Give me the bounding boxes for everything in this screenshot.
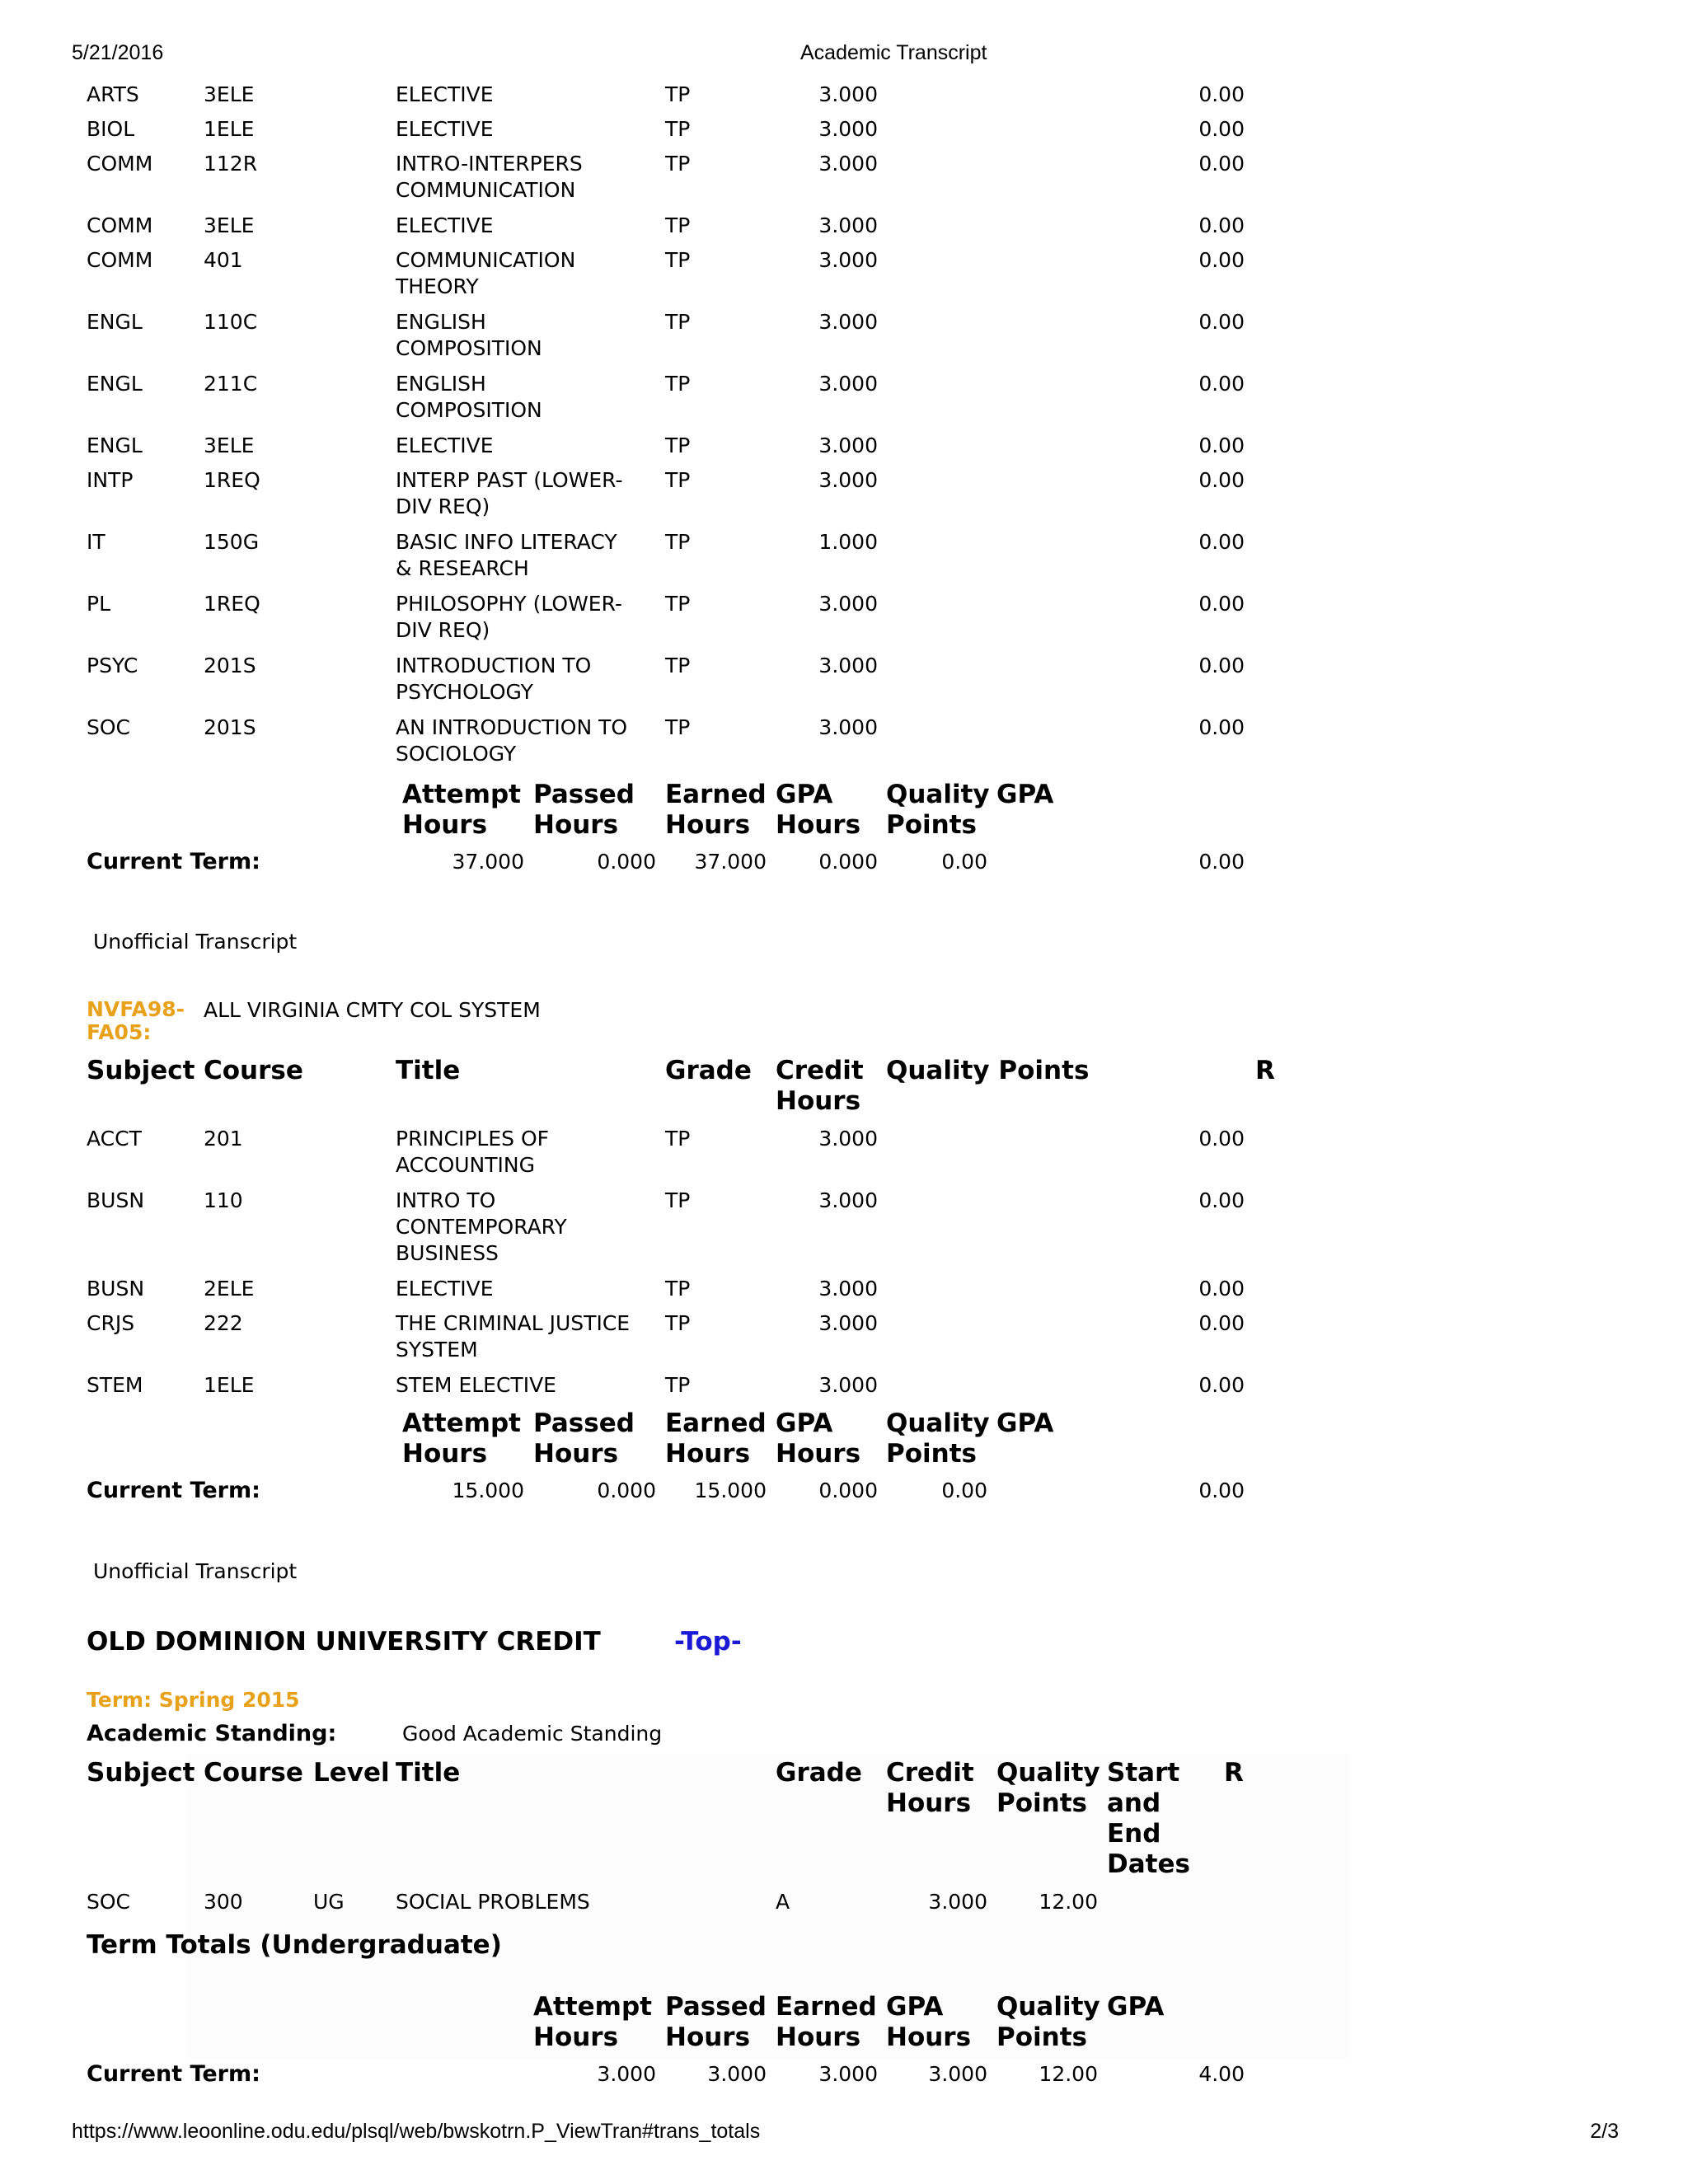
- quality-points-cell: 0.00: [1198, 1277, 1245, 1301]
- academic-standing-label: Academic Standing:: [87, 1721, 337, 1746]
- course-cell: 401: [204, 248, 243, 272]
- grade-cell: TP: [665, 530, 691, 554]
- title-cell: PHILOSOPHY (LOWER-: [396, 592, 622, 616]
- quality-points-cell: 0.00: [1198, 117, 1245, 141]
- term-label: Term: Spring 2015: [87, 1688, 300, 1712]
- title-cell: ELECTIVE: [396, 434, 494, 457]
- current-term-label: Current Term:: [87, 849, 260, 874]
- print-date: 5/21/2016: [72, 41, 164, 64]
- course-cell: 211C: [204, 372, 258, 396]
- passed-hours-header: Passed Hours: [533, 1408, 635, 1469]
- quality-points-cell: 0.00: [1198, 654, 1245, 677]
- grade-cell: TP: [665, 82, 691, 106]
- grade-header: Grade: [776, 1758, 862, 1788]
- course-header: Course: [204, 1056, 303, 1085]
- title-cell: INTERP PAST (LOWER-: [396, 468, 623, 492]
- title-cell-line2: COMPOSITION: [396, 398, 542, 422]
- title-cell: INTRODUCTION TO: [396, 654, 592, 677]
- grade-cell: TP: [665, 654, 691, 677]
- credit-hours-cell: 3.000: [818, 592, 878, 616]
- subject-cell: INTP: [87, 468, 134, 492]
- earned-hours-header: Earned Hours: [665, 780, 767, 840]
- credit-hours-cell: 3.000: [818, 82, 878, 106]
- grade-cell: TP: [665, 592, 691, 616]
- credit-hours-cell: 3.000: [818, 117, 878, 141]
- title-cell: ELECTIVE: [396, 1277, 494, 1301]
- repeat-header: R: [1255, 1056, 1275, 1085]
- subject-cell: SOC: [87, 715, 131, 739]
- repeat-header: R: [1224, 1758, 1244, 1788]
- quality-points-header: Quality Points: [886, 1408, 990, 1469]
- subject-cell: ENGL: [87, 434, 143, 457]
- footer-page-number: 2/3: [1590, 2120, 1619, 2143]
- subject-header: Subject: [87, 1056, 195, 1085]
- gpa-value: 0.00: [1198, 850, 1245, 874]
- course-header: Course: [204, 1758, 303, 1788]
- title-cell: BASIC INFO LITERACY: [396, 530, 617, 554]
- title-cell: ELECTIVE: [396, 82, 494, 106]
- course-cell: 201: [204, 1127, 243, 1151]
- subject-cell: ENGL: [87, 372, 143, 396]
- title-cell-line2: COMMUNICATION: [396, 178, 576, 202]
- credit-hours-cell: 3.000: [818, 434, 878, 457]
- gpa-hours-header: GPA Hours: [886, 1992, 972, 2052]
- subject-cell: COMM: [87, 152, 153, 176]
- earned-hours-value: 15.000: [694, 1479, 767, 1502]
- unofficial-transcript-label: Unofficial Transcript: [93, 930, 298, 954]
- title-cell-line2: COMPOSITION: [396, 336, 542, 360]
- gpa-hours-header: GPA Hours: [776, 1408, 861, 1469]
- grade-cell: A: [776, 1890, 790, 1914]
- title-header: Title: [396, 1056, 461, 1085]
- quality-points-cell: 0.00: [1198, 468, 1245, 492]
- grade-cell: TP: [665, 1311, 691, 1335]
- quality-points-value: 0.00: [941, 850, 987, 874]
- quality-points-cell: 0.00: [1198, 592, 1245, 616]
- title-cell-line2: CONTEMPORARY: [396, 1215, 567, 1239]
- credit-hours-header: Credit Hours: [886, 1758, 974, 1818]
- course-cell: 110C: [204, 310, 258, 334]
- grade-cell: TP: [665, 372, 691, 396]
- subject-cell: BIOL: [87, 117, 135, 141]
- attempt-hours-header: Attempt Hours: [402, 780, 521, 840]
- gpa-header: GPA: [1107, 1992, 1165, 2022]
- title-cell-line2: PSYCHOLOGY: [396, 680, 533, 704]
- title-cell-line3: BUSINESS: [396, 1241, 499, 1265]
- credit-hours-cell: 3.000: [818, 372, 878, 396]
- subject-cell: COMM: [87, 213, 153, 237]
- title-cell-line2: SYSTEM: [396, 1338, 478, 1361]
- grade-cell: TP: [665, 248, 691, 272]
- title-cell: INTRO TO: [396, 1188, 496, 1212]
- subject-cell: ARTS: [87, 82, 139, 106]
- gpa-value: 4.00: [1198, 2062, 1245, 2086]
- credit-hours-cell: 3.000: [818, 248, 878, 272]
- credit-hours-cell: 3.000: [818, 715, 878, 739]
- course-cell: 201S: [204, 715, 256, 739]
- subject-cell: SOC: [87, 1890, 131, 1914]
- title-cell: COMMUNICATION: [396, 248, 576, 272]
- course-cell: 3ELE: [204, 434, 255, 457]
- course-cell: 1ELE: [204, 117, 255, 141]
- gpa-hours-value: 0.000: [818, 850, 878, 874]
- passed-hours-value: 0.000: [597, 850, 656, 874]
- earned-hours-header: Earned Hours: [665, 1408, 767, 1469]
- credit-hours-cell: 1.000: [818, 530, 878, 554]
- top-link[interactable]: -Top-: [674, 1627, 742, 1657]
- title-cell: INTRO-INTERPERS: [396, 152, 583, 176]
- quality-points-value: 0.00: [941, 1479, 987, 1502]
- gpa-value: 0.00: [1198, 1479, 1245, 1502]
- quality-points-cell: 0.00: [1198, 715, 1245, 739]
- title-cell-line2: & RESEARCH: [396, 556, 529, 580]
- subject-cell: PSYC: [87, 654, 138, 677]
- earned-hours-value: 3.000: [818, 2062, 878, 2086]
- gpa-header: GPA: [996, 780, 1054, 809]
- quality-points-header: Quality Points: [996, 1992, 1100, 2052]
- course-cell: 3ELE: [204, 82, 255, 106]
- title-cell: THE CRIMINAL JUSTICE: [396, 1311, 631, 1335]
- grade-cell: TP: [665, 715, 691, 739]
- unofficial-transcript-label: Unofficial Transcript: [93, 1559, 298, 1583]
- quality-points-header: Quality Points: [886, 780, 990, 840]
- gpa-header: GPA: [996, 1408, 1054, 1438]
- course-cell: 1ELE: [204, 1373, 255, 1397]
- course-cell: 222: [204, 1311, 243, 1335]
- quality-points-cell: 0.00: [1198, 530, 1245, 554]
- credit-hours-cell: 3.000: [818, 1311, 878, 1335]
- quality-points-cell: 0.00: [1198, 1311, 1245, 1335]
- passed-hours-header: Passed Hours: [665, 1992, 767, 2052]
- grade-cell: TP: [665, 152, 691, 176]
- earned-hours-value: 37.000: [694, 850, 767, 874]
- grade-header: Grade: [665, 1056, 752, 1085]
- title-cell-line2: ACCOUNTING: [396, 1153, 535, 1177]
- grade-cell: TP: [665, 468, 691, 492]
- attempt-hours-value: 3.000: [597, 2062, 656, 2086]
- subject-cell: IT: [87, 530, 106, 554]
- title-cell: ELECTIVE: [396, 117, 494, 141]
- quality-points-cell: 0.00: [1198, 310, 1245, 334]
- grade-cell: TP: [665, 310, 691, 334]
- earned-hours-header: Earned Hours: [776, 1992, 877, 2052]
- credit-hours-header: Credit Hours: [776, 1056, 864, 1116]
- credit-hours-cell: 3.000: [818, 1277, 878, 1301]
- quality-points-value: 12.00: [1039, 2062, 1098, 2086]
- current-term-label: Current Term:: [87, 1478, 260, 1503]
- section-heading: OLD DOMINION UNIVERSITY CREDIT: [87, 1627, 601, 1657]
- course-cell: 150G: [204, 530, 260, 554]
- academic-standing-value: Good Academic Standing: [402, 1722, 663, 1746]
- quality-points-header: Quality Points: [996, 1758, 1100, 1818]
- credit-hours-cell: 3.000: [818, 1127, 878, 1151]
- quality-points-cell: 0.00: [1198, 372, 1245, 396]
- credit-hours-cell: 3.000: [818, 310, 878, 334]
- credit-hours-cell: 3.000: [818, 213, 878, 237]
- credit-hours-cell: 3.000: [818, 468, 878, 492]
- quality-points-cell: 0.00: [1198, 1373, 1245, 1397]
- attempt-hours-header: Attempt Hours: [402, 1408, 521, 1469]
- quality-points-cell: 12.00: [1039, 1890, 1098, 1914]
- subject-cell: PL: [87, 592, 111, 616]
- subject-cell: COMM: [87, 248, 153, 272]
- grade-cell: TP: [665, 1373, 691, 1397]
- title-cell: AN INTRODUCTION TO: [396, 715, 628, 739]
- subject-cell: STEM: [87, 1373, 143, 1397]
- start-end-dates-header: Start and End Dates: [1107, 1758, 1190, 1879]
- subject-cell: BUSN: [87, 1188, 145, 1212]
- quality-points-header: Quality Points: [886, 1056, 1090, 1085]
- quality-points-cell: 0.00: [1198, 82, 1245, 106]
- course-cell: 201S: [204, 654, 256, 677]
- subject-cell: ACCT: [87, 1127, 142, 1151]
- course-cell: 2ELE: [204, 1277, 255, 1301]
- credit-hours-cell: 3.000: [818, 654, 878, 677]
- title-cell-line2: DIV REQ): [396, 618, 490, 642]
- subject-cell: BUSN: [87, 1277, 145, 1301]
- grade-cell: TP: [665, 117, 691, 141]
- title-header: Title: [396, 1758, 461, 1788]
- term-totals-heading: Term Totals (Undergraduate): [87, 1930, 502, 1960]
- credit-hours-cell: 3.000: [818, 152, 878, 176]
- credit-hours-cell: 3.000: [818, 1373, 878, 1397]
- title-cell: SOCIAL PROBLEMS: [396, 1890, 590, 1914]
- credit-hours-cell: 3.000: [818, 1188, 878, 1212]
- grade-cell: TP: [665, 1277, 691, 1301]
- attempt-hours-value: 15.000: [452, 1479, 524, 1502]
- page-title: Academic Transcript: [800, 41, 987, 64]
- quality-points-cell: 0.00: [1198, 1127, 1245, 1151]
- title-cell: ENGLISH: [396, 372, 486, 396]
- subject-cell: ENGL: [87, 310, 143, 334]
- grade-cell: TP: [665, 1188, 691, 1212]
- footer-url: https://www.leoonline.odu.edu/plsql/web/bwskotrn.P_ViewTran#trans_totals: [72, 2120, 761, 2143]
- institution-code: NVFA98- FA05:: [87, 997, 185, 1044]
- course-cell: 3ELE: [204, 213, 255, 237]
- attempt-hours-value: 37.000: [452, 850, 524, 874]
- title-cell: ENGLISH: [396, 310, 486, 334]
- title-cell-line2: SOCIOLOGY: [396, 742, 517, 766]
- gpa-hours-header: GPA Hours: [776, 780, 861, 840]
- quality-points-cell: 0.00: [1198, 213, 1245, 237]
- passed-hours-value: 3.000: [707, 2062, 767, 2086]
- title-cell: STEM ELECTIVE: [396, 1373, 556, 1397]
- quality-points-cell: 0.00: [1198, 248, 1245, 272]
- gpa-hours-value: 3.000: [928, 2062, 987, 2086]
- level-header: Level: [313, 1758, 390, 1788]
- institution-name: ALL VIRGINIA CMTY COL SYSTEM: [204, 998, 541, 1022]
- gpa-hours-value: 0.000: [818, 1479, 878, 1502]
- quality-points-cell: 0.00: [1198, 434, 1245, 457]
- grade-cell: TP: [665, 213, 691, 237]
- attempt-hours-header: Attempt Hours: [533, 1992, 652, 2052]
- subject-cell: CRJS: [87, 1311, 135, 1335]
- current-term-label: Current Term:: [87, 2061, 260, 2087]
- course-cell: 1REQ: [204, 468, 260, 492]
- title-cell: PRINCIPLES OF: [396, 1127, 550, 1151]
- passed-hours-header: Passed Hours: [533, 780, 635, 840]
- quality-points-cell: 0.00: [1198, 1188, 1245, 1212]
- title-cell-line2: DIV REQ): [396, 494, 490, 518]
- course-cell: 300: [204, 1890, 243, 1914]
- course-cell: 1REQ: [204, 592, 260, 616]
- course-cell: 112R: [204, 152, 258, 176]
- grade-cell: TP: [665, 434, 691, 457]
- level-cell: UG: [313, 1890, 345, 1914]
- subject-header: Subject: [87, 1758, 195, 1788]
- title-cell: ELECTIVE: [396, 213, 494, 237]
- passed-hours-value: 0.000: [597, 1479, 656, 1502]
- course-cell: 110: [204, 1188, 243, 1212]
- grade-cell: TP: [665, 1127, 691, 1151]
- credit-hours-cell: 3.000: [928, 1890, 987, 1914]
- quality-points-cell: 0.00: [1198, 152, 1245, 176]
- title-cell-line2: THEORY: [396, 274, 479, 298]
